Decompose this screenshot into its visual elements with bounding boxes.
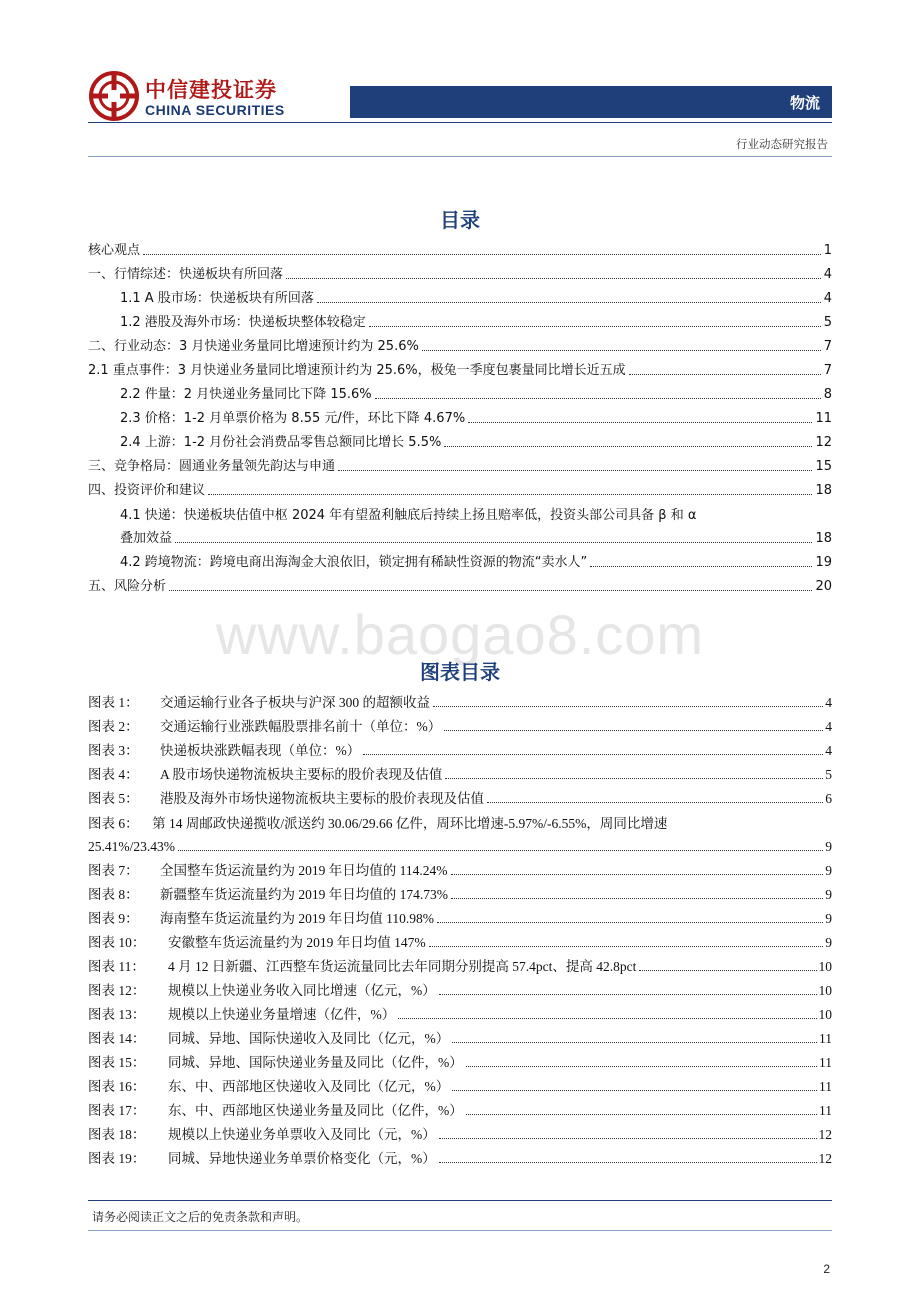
figure-label: 图表 2： <box>88 719 139 734</box>
figure-entry-text: 规模以上快递业务量增速（亿件，%） <box>168 1007 396 1022</box>
figure-entry-text: 安徽整车货运流量约为 2019 年日均值 147% <box>168 935 426 950</box>
figure-entry[interactable] <box>88 978 832 1000</box>
figure-entry[interactable] <box>88 762 832 784</box>
figure-label: 图表 15： <box>88 1055 146 1070</box>
figure-entry[interactable] <box>88 858 832 880</box>
figure-entry[interactable] <box>88 1098 832 1120</box>
toc-entry-text: 二、行业动态：3 月快递业务量同比增速预计约为 25.6% <box>88 339 419 354</box>
header-subdivider <box>88 156 832 157</box>
toc-entry-text: 1.1 A 股市场：快递板块有所回落 <box>120 291 314 306</box>
figure-entry-page: 11 <box>819 1055 832 1070</box>
figure-entry[interactable] <box>88 690 832 712</box>
header-divider <box>88 122 832 123</box>
figures-title: 图表目录 <box>420 660 500 684</box>
figure-entry[interactable] <box>88 1050 832 1072</box>
figure-entry-text: 快递板块涨跌幅表现（单位：%） <box>160 743 361 758</box>
figure-label: 图表 11： <box>88 959 145 974</box>
figure-label: 图表 4： <box>88 767 139 782</box>
toc-entry-text: 2.1 重点事件：3 月快递业务量同比增速预计约为 25.6%，极兔一季度包裹量同比增长近五成 <box>88 363 626 378</box>
figure-entry[interactable] <box>88 906 832 928</box>
toc-entry[interactable] <box>88 358 832 380</box>
figure-entry-text: 交通运输行业涨跌幅股票排名前十（单位：%） <box>160 719 442 734</box>
toc-entry[interactable] <box>88 382 832 404</box>
toc-entry-text: 2.3 价格：1-2 月单票价格为 8.55 元/件，环比下降 4.67% <box>120 411 466 426</box>
figure-entry-text: 规模以上快递业务单票收入及同比（元，%） <box>168 1127 436 1142</box>
figure-entry-first-line[interactable]: 图表 6： 第 14 周邮政快递揽收/派送约 30.06/29.66 亿件，周环比增速-5.97%/-6.55%，周同比增速 <box>88 816 668 831</box>
figure-label: 图表 16： <box>88 1079 146 1094</box>
figure-entry-page: 4 <box>825 695 832 710</box>
toc-entry-text: 核心观点 <box>88 243 141 258</box>
figure-entry-page: 4 <box>825 743 832 758</box>
sector-label: 物流 <box>789 94 820 112</box>
toc-entry-text: 五、风险分析 <box>88 579 167 594</box>
figure-entry-page: 9 <box>825 887 832 902</box>
figure-entry-text: 海南整车货运流量约为 2019 年日均值 110.98% <box>160 911 434 926</box>
toc-entry[interactable] <box>88 334 832 356</box>
figure-entry[interactable] <box>88 786 832 808</box>
toc-entry-text: 2.2 件量：2 月快递业务量同比下降 15.6% <box>120 387 372 402</box>
toc-entry-first-line[interactable]: 4.1 快递：快递板块估值中枢 2024 年有望盈利触底后持续上扬且赔率低，投资头部公司具备 β 和 α <box>120 508 697 523</box>
figure-label: 图表 17： <box>88 1103 146 1118</box>
report-type: 行业动态研究报告 <box>736 137 828 151</box>
toc-entry[interactable] <box>88 406 832 428</box>
figure-entry-text: 全国整车货运流量约为 2019 年日均值的 114.24% <box>160 863 448 878</box>
toc-entry-page: 15 <box>815 459 832 474</box>
figure-entry-page: 9 <box>825 935 832 950</box>
toc-entry[interactable] <box>88 550 832 572</box>
figure-entry-text: A 股市场快递物流板块主要标的股价表现及估值 <box>160 767 443 782</box>
figure-entry-page: 9 <box>825 911 832 926</box>
toc-entry-text: 4.2 跨境物流：跨境电商出海淘金大浪依旧，锁定拥有稀缺性资源的物流“卖水人” <box>120 555 588 570</box>
figure-label: 图表 13： <box>88 1007 146 1022</box>
toc-entry[interactable] <box>88 454 832 476</box>
figure-entry-text: 同城、异地、国际快递业务量及同比（亿件，%） <box>168 1055 463 1070</box>
toc-entry[interactable] <box>88 574 832 596</box>
figure-label: 图表 1： <box>88 695 139 710</box>
toc-entry[interactable] <box>88 310 832 332</box>
figure-entry[interactable] <box>88 1122 832 1144</box>
figure-entry-page: 12 <box>818 1127 832 1142</box>
toc-entry-page: 4 <box>823 267 832 282</box>
figure-entry-page: 4 <box>825 719 832 734</box>
figure-entry-text: 25.41%/23.43% <box>88 839 175 854</box>
watermark: www.baogao8.com <box>215 603 705 666</box>
figure-entry-page: 10 <box>818 1007 832 1022</box>
toc-entry-text: 三、竞争格局：圆通业务量领先韵达与申通 <box>88 459 336 474</box>
figure-entry[interactable] <box>88 1002 832 1024</box>
figure-entry-page: 9 <box>825 839 832 854</box>
toc-entry-page: 12 <box>815 435 832 450</box>
figure-entry-page: 11 <box>819 1031 832 1046</box>
china-securities-emblem-icon <box>88 70 140 122</box>
company-logo <box>88 68 298 124</box>
figure-label: 图表 5： <box>88 791 139 806</box>
figure-label: 图表 3： <box>88 743 139 758</box>
figure-entry[interactable] <box>88 834 832 856</box>
toc-entry-page: 11 <box>815 411 832 426</box>
toc-entry[interactable] <box>88 262 832 284</box>
figure-label: 图表 19： <box>88 1151 146 1166</box>
figure-entry-page: 9 <box>825 863 832 878</box>
figure-entry-page: 11 <box>819 1079 832 1094</box>
figure-entry-page: 10 <box>818 983 832 998</box>
toc-entry-page: 18 <box>815 531 832 546</box>
toc-title: 目录 <box>440 208 480 232</box>
figure-label: 图表 14： <box>88 1031 146 1046</box>
toc-entry-text: 2.4 上游：1-2 月份社会消费品零售总额同比增长 5.5% <box>120 435 442 450</box>
figure-entry-page: 10 <box>818 959 832 974</box>
toc-entry-page: 5 <box>823 315 832 330</box>
toc-entry[interactable] <box>88 430 832 452</box>
figure-entry-page: 12 <box>818 1151 832 1166</box>
figure-label: 图表 7： <box>88 863 139 878</box>
figure-entry-page: 5 <box>825 767 832 782</box>
figure-label: 图表 10： <box>88 935 146 950</box>
toc-entry-page: 7 <box>823 339 832 354</box>
toc-entry-text: 叠加效益 <box>120 531 173 546</box>
disclaimer: 请务必阅读正文之后的免责条款和声明。 <box>92 1210 309 1224</box>
figure-label: 图表 18： <box>88 1127 146 1142</box>
toc-entry-page: 1 <box>823 243 832 258</box>
figure-entry-text: 东、中、西部地区快递业务量及同比（亿件，%） <box>168 1103 463 1118</box>
figure-entry-text: 东、中、西部地区快递收入及同比（亿元，%） <box>168 1079 450 1094</box>
toc-entry[interactable] <box>88 526 832 548</box>
logo-chinese-name: 中信建投证券 <box>145 78 277 102</box>
toc-entry[interactable] <box>88 238 832 260</box>
footer-divider <box>88 1200 832 1201</box>
toc-entry-page: 8 <box>823 387 832 402</box>
figure-entry[interactable] <box>88 714 832 736</box>
figure-entry-text: 同城、异地、国际快递收入及同比（亿元，%） <box>168 1031 450 1046</box>
toc-entry-page: 4 <box>823 291 832 306</box>
figure-label: 图表 9： <box>88 911 139 926</box>
logo-english-name: CHINA SECURITIES <box>145 102 285 118</box>
figure-entry-page: 6 <box>825 791 832 806</box>
footer-subdivider <box>88 1230 832 1231</box>
figure-entry[interactable] <box>88 930 832 952</box>
toc-entry-text: 四、投资评价和建议 <box>88 483 206 498</box>
toc-entry[interactable] <box>88 478 832 500</box>
report-header <box>88 60 832 130</box>
toc-entry-text: 1.2 港股及海外市场：快递板块整体较稳定 <box>120 315 366 330</box>
toc-entry-text: 一、行情综述：快递板块有所回落 <box>88 267 284 282</box>
figure-entry-text: 4 月 12 日新疆、江西整车货运流量同比去年同期分别提高 57.4pct、提高 42.8pct <box>168 959 637 974</box>
figure-entry[interactable] <box>88 1026 832 1048</box>
sector-banner <box>350 86 832 118</box>
figure-entry-text: 交通运输行业各子板块与沪深 300 的超额收益 <box>160 695 430 710</box>
toc-entry-page: 7 <box>823 363 832 378</box>
figure-label: 图表 8： <box>88 887 139 902</box>
toc-entry[interactable] <box>88 286 832 308</box>
toc-entry-page: 20 <box>815 579 832 594</box>
figure-label: 图表 12： <box>88 983 146 998</box>
figure-entry[interactable] <box>88 882 832 904</box>
toc-entry-page: 18 <box>815 483 832 498</box>
toc-entry-page: 19 <box>815 555 832 570</box>
figure-entry[interactable] <box>88 738 832 760</box>
figure-entry-text: 规模以上快递业务收入同比增速（亿元，%） <box>168 983 436 998</box>
figure-entry[interactable] <box>88 1074 832 1096</box>
figure-entry-page: 11 <box>819 1103 832 1118</box>
figure-entry-text: 港股及海外市场快递物流板块主要标的股价表现及估值 <box>160 791 484 806</box>
figure-entry-text: 同城、异地快递业务单票价格变化（元，%） <box>168 1151 436 1166</box>
figure-entry-text: 新疆整车货运流量约为 2019 年日均值的 174.73% <box>160 887 448 902</box>
figure-entry[interactable] <box>88 1146 832 1168</box>
figure-entry[interactable] <box>88 954 832 976</box>
page-number: 2 <box>823 1262 830 1276</box>
